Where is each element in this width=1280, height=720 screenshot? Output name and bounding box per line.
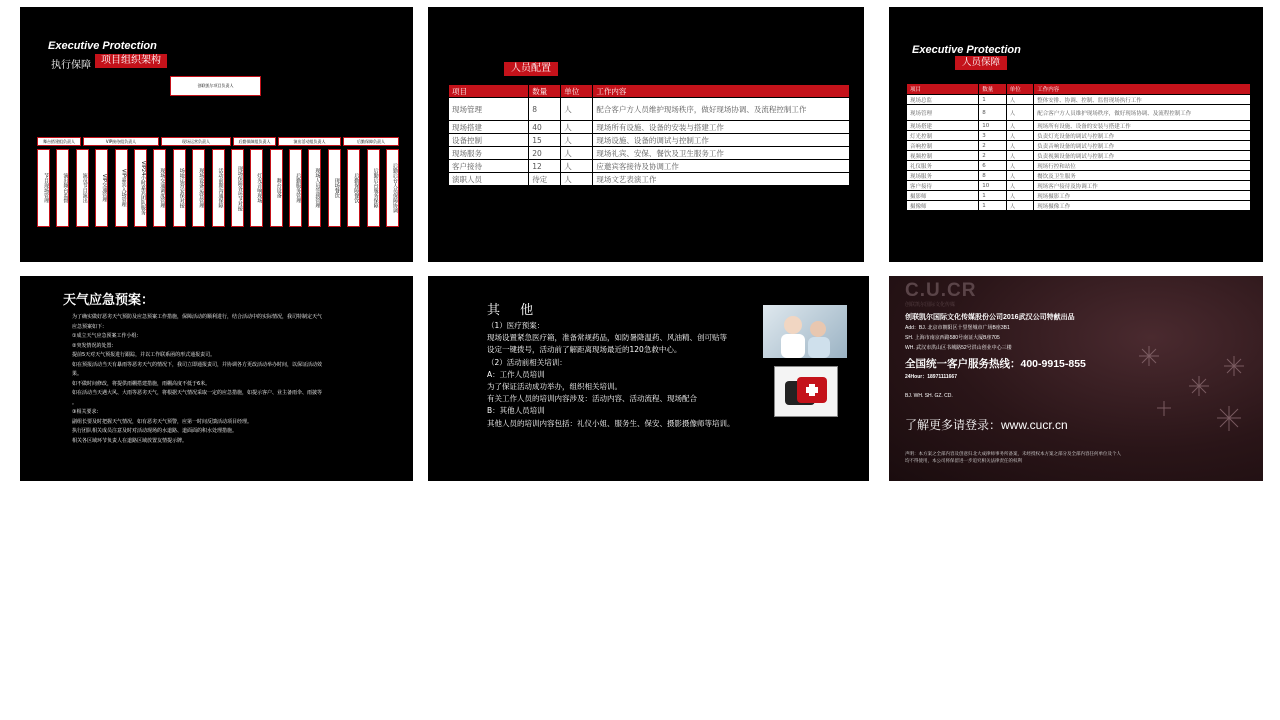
table-cell: 8: [979, 171, 1007, 181]
text-line: 相关各区域环节负责人在道路区域放置友情提示牌。: [72, 437, 188, 444]
text-line: 为了确实做好恶劣天气预防及应急预案工作措施，保障活动的顺利进行，结合活动中的实际情况，我司特制定天气: [72, 314, 323, 320]
company-line: 创联凯尔国际文化传媒股份公司2016武汉公司特献出品: [905, 314, 1075, 321]
table-cell: 现场摄像工作: [1034, 201, 1251, 211]
text-line: 执行团队相关成员注意及时对活动现场的水道路、道面面的积水处理措施。: [72, 428, 238, 434]
org-role-box: 舞台设备: [270, 149, 283, 227]
text-line: 如不做时间修改，将提供雨棚搭建措施，雨棚高度不低于6米。: [72, 380, 211, 387]
table-row: [907, 131, 1251, 141]
weather-plan-text: [72, 313, 407, 446]
slide-personnel[interactable]: [889, 7, 1263, 262]
table-cell: 现场所有设施、设备的安装与搭建工作: [593, 121, 850, 134]
org-role-box: VIP交通管理: [95, 149, 108, 227]
table-cell: 8: [979, 105, 1007, 121]
table-row: [907, 121, 1251, 131]
table-row: [449, 147, 850, 160]
table-cell: 1: [979, 95, 1007, 105]
org-role-box: 现场人员签到管理: [308, 149, 321, 227]
table-cell: 20: [529, 147, 561, 160]
text-line: 设定一键拨号，活动前了解距离现场最近的120急救中心。: [487, 345, 682, 355]
column-header: 工作内容: [593, 85, 850, 98]
table-cell: 设备控制: [449, 134, 529, 147]
table-cell: 现场服务: [449, 147, 529, 160]
table-row: [449, 173, 850, 186]
table-cell: 现场管理: [449, 98, 529, 121]
slide-label-cn: 执行保障: [51, 60, 91, 71]
section-tag: 人员保障: [955, 56, 1007, 70]
table-cell: 摄影师: [907, 191, 979, 201]
address-sh: SH. 上海市南京西路580号南证大厦B座705: [905, 335, 1000, 341]
text-line: 提前5天对天气预报进行跟踪，并以工作联系函的形式通报责司。: [72, 352, 216, 358]
table-cell: 应邀宾客接待及协调工作: [593, 160, 850, 173]
table-cell: 人: [1006, 151, 1034, 161]
slide-other[interactable]: [428, 276, 869, 481]
snowflake-decoration-icon: [1129, 336, 1259, 446]
org-role-box: 后勤后台服务保障: [367, 149, 380, 227]
slide-weather-plan[interactable]: [20, 276, 413, 481]
text-line: （2）活动前相关培训：: [487, 357, 567, 367]
org-role-box: 节目现场管理: [37, 149, 50, 227]
table-cell: 人: [561, 160, 593, 173]
table-cell: 现场服务: [907, 171, 979, 181]
column-header: 项目: [907, 84, 979, 95]
table-row: [907, 181, 1251, 191]
table-row: [907, 161, 1251, 171]
table-cell: 现场客户接待及协调工作: [1034, 181, 1251, 191]
disclaimer-line-2: 均不得使用，本公司将保留进一步追究相关法律责任的权利: [905, 458, 1022, 463]
table-cell: 6: [979, 161, 1007, 171]
org-role-box: 现场交通调度管理: [153, 149, 166, 227]
table-cell: 演职人员: [449, 173, 529, 186]
org-role-box: 场地运营安保对接: [173, 149, 186, 227]
text-line: ③相关要求：: [72, 409, 102, 415]
column-header: 工作内容: [1034, 84, 1251, 95]
text-line: 如在预报活动当天有暴雨等恶劣天气的情况下，我司立即通报责司，并协调各方更改活动举办时间，以保证活动效: [72, 361, 323, 368]
section-tag: 项目组织架构: [95, 54, 167, 68]
column-header: 数量: [529, 85, 561, 98]
text-line: 副组长要及时把握天气情况，如有恶劣天气预警，应第一时间反馈活动项目经理。: [72, 418, 253, 425]
org-group-box: 演出活动组负责人: [278, 137, 341, 146]
table-cell: 人: [1006, 131, 1034, 141]
table-cell: 现场文艺表演工作: [593, 173, 850, 186]
text-line: A：工作人员培训: [487, 369, 545, 379]
table-cell: 人: [1006, 121, 1034, 131]
table-cell: 人: [561, 121, 593, 134]
table-cell: 人: [1006, 95, 1034, 105]
table-cell: 40: [529, 121, 561, 134]
text-line: 现场设置紧急医疗箱，准备常规药品，如防暑降温药、风油精、创可贴等: [487, 333, 727, 343]
table-cell: 1: [979, 201, 1007, 211]
city-list: BJ. WH. SH. GZ. CD.: [905, 393, 953, 399]
table-cell: 现场摄影工作: [1034, 191, 1251, 201]
table-cell: 人: [561, 173, 593, 186]
table-cell: 15: [529, 134, 561, 147]
table-cell: 现场所有设施、设备的安装与搭建工作: [1034, 121, 1251, 131]
other-text: [487, 320, 777, 430]
slide-contact[interactable]: [889, 276, 1263, 481]
hours-line: 24Hour：18971111667: [905, 374, 957, 380]
table-cell: 3: [979, 131, 1007, 141]
table-cell: 现场总监: [907, 95, 979, 105]
table-cell: 负责音响设备的调试与控制工作: [1034, 141, 1251, 151]
slide-title-en: Executive Protection: [48, 40, 157, 52]
table-row: [907, 191, 1251, 201]
slide-title-en: Executive Protection: [912, 44, 1021, 56]
text-line: 应急预案如下：: [72, 323, 108, 330]
table-cell: 配合客户方人员维护现场秩序，做好现场协调、及流程控制工作: [1034, 105, 1251, 121]
org-role-box: 后勤服务管理: [289, 149, 302, 227]
table-cell: 餐饮及卫生服务: [1034, 171, 1251, 181]
table-cell: 人: [1006, 171, 1034, 181]
column-header: 项目: [449, 85, 529, 98]
table-row: [907, 141, 1251, 151]
table-cell: 客户接待: [907, 181, 979, 191]
disclaimer-line-1: 声明：本方案之全部内容及创意归北大成律师事务所备案，未经授权本方案之部分及全部内容任何单位及个人: [905, 451, 1121, 456]
table-cell: 现场行控和站位: [1034, 161, 1251, 171]
table-cell: 整体安排、协调、控制、监督现场执行工作: [1034, 95, 1251, 105]
table-cell: 音响控制: [907, 141, 979, 151]
org-role-box: 后勤后台人员保障协调: [386, 149, 399, 227]
address-wh: WH. 武汉市洪山区书城路52号洪山创业中心三楼: [905, 345, 1012, 351]
table-cell: 2: [979, 151, 1007, 161]
text-line: 有关工作人员的培训内容涉及：活动内容、活动流程、现场配合: [487, 394, 697, 404]
first-aid-icon: [775, 367, 837, 416]
text-line: 其他人员的培训内容包括：礼仪小姐、服务生、保安、摄影摄像师等培训。: [487, 418, 735, 428]
text-line: ②突发情况的处置：: [72, 342, 117, 349]
table-row: [449, 134, 850, 147]
org-group-box: 现场运营负责人: [161, 137, 231, 146]
column-header: 单位: [561, 85, 593, 98]
table-cell: 现场设施、设备的调试与控制工作: [593, 134, 850, 147]
table-cell: 人: [1006, 191, 1034, 201]
text-line: 如在活动当天遇大风、大雨等恶劣天气，将根据天气情况采取一定的应急措施，如提示客户、业主备雨伞、雨披等: [72, 390, 323, 396]
table-cell: 摄像师: [907, 201, 979, 211]
org-role-box: 演员节目演出: [76, 149, 89, 227]
table-cell: 人: [561, 98, 593, 121]
table-cell: 人: [561, 134, 593, 147]
table-cell: 8: [529, 98, 561, 121]
text-line: 果。: [72, 371, 83, 377]
table-cell: 现场礼宾、安保、餐饮及卫生服务工作: [593, 147, 850, 160]
table-cell: 客户接待: [449, 160, 529, 173]
table-cell: 灯光控制: [907, 131, 979, 141]
table-cell: 人: [1006, 201, 1034, 211]
table-cell: 人: [1006, 105, 1034, 121]
table-header-row: [907, 84, 1251, 95]
column-header: 数量: [979, 84, 1007, 95]
table-row: [449, 121, 850, 134]
table-cell: 现场管理: [907, 105, 979, 121]
table-cell: 人: [1006, 161, 1034, 171]
staffing-table: [448, 84, 850, 186]
org-role-box: VIP24小时嘉宾团队服务: [134, 149, 147, 227]
first-aid-kit-photo: [774, 366, 838, 417]
table-cell: 视频控制: [907, 151, 979, 161]
table-cell: 现场搭建: [449, 121, 529, 134]
text-line: （1）医疗预案：: [487, 321, 545, 330]
table-cell: 负责灯光设备的调试与控制工作: [1034, 131, 1251, 141]
table-cell: 礼仪服务: [907, 161, 979, 171]
logo-subtitle: 创联凯尔国际文化传媒: [905, 302, 956, 308]
table-cell: 10: [979, 121, 1007, 131]
table-cell: 配合客户方人员维护现场秩序，做好现场协调、及流程控制工作: [593, 98, 850, 121]
table-cell: 2: [979, 141, 1007, 151]
text-line: 为了保证活动成功举办，组织相关培训。: [487, 382, 622, 392]
table-row: [907, 151, 1251, 161]
org-role-box: 现场餐饮: [328, 149, 341, 227]
table-cell: 人: [1006, 141, 1034, 151]
address-bj: Add：BJ. 北京市朝阳区十里堡城市广场B座3B1: [905, 325, 1010, 331]
table-row: [907, 95, 1251, 105]
table-cell: 12: [529, 160, 561, 173]
org-role-box: 演出舞台监督: [56, 149, 69, 227]
text-line: ①成立天气应急预案工作小组：: [72, 333, 142, 339]
slide-staffing[interactable]: [428, 7, 864, 262]
slide-title: 其 他: [487, 303, 542, 318]
table-row: [449, 160, 850, 173]
doctor-icon: [763, 305, 847, 358]
table-row: [907, 105, 1251, 121]
table-cell: 负责视频设备的调试与控制工作: [1034, 151, 1251, 161]
table-row: [907, 201, 1251, 211]
org-group-box: 舞台搭建组负责人: [37, 137, 81, 146]
table-cell: 1: [979, 191, 1007, 201]
org-group-box: 后勤保障负责人: [343, 137, 399, 146]
text-line: 。: [72, 399, 78, 406]
table-cell: 现场搭建: [907, 121, 979, 131]
hotline: 全国统一客户服务热线：400-9915-855: [905, 358, 1086, 370]
slide-title: 天气应急预案：: [63, 293, 155, 308]
org-role-box: 现场设备运营管理: [192, 149, 205, 227]
org-role-box: 现场保障各环节对接: [231, 149, 244, 227]
text-line: B：其他人员培训: [487, 406, 545, 416]
org-role-box: 灯光音响现场: [250, 149, 263, 227]
table-row: [449, 98, 850, 121]
personnel-table: [906, 83, 1251, 211]
org-role-box: 活动前期沟通保障: [212, 149, 225, 227]
table-cell: 10: [979, 181, 1007, 191]
table-header-row: [449, 85, 850, 98]
table-cell: 人: [561, 147, 593, 160]
org-group-box: VIP接待组负责人: [83, 137, 159, 146]
table-cell: 人: [1006, 181, 1034, 191]
org-group-box: 后勤保障组负责人: [233, 137, 276, 146]
medical-staff-photo: [763, 305, 847, 358]
org-role-box: 后勤保障餐饮: [347, 149, 360, 227]
table-row: [907, 171, 1251, 181]
column-header: 单位: [1006, 84, 1034, 95]
company-logo: C.U.CR: [905, 280, 977, 301]
website-link[interactable]: 了解更多请登录：www.cucr.cn: [905, 418, 1068, 432]
org-top-box: 创联凯尔项目负责人: [170, 76, 261, 96]
section-tag: 人员配置: [504, 62, 558, 76]
table-cell: 待定: [529, 173, 561, 186]
org-role-box: VIP嘉宾入场管理: [115, 149, 128, 227]
slide-org-chart[interactable]: [20, 7, 413, 262]
